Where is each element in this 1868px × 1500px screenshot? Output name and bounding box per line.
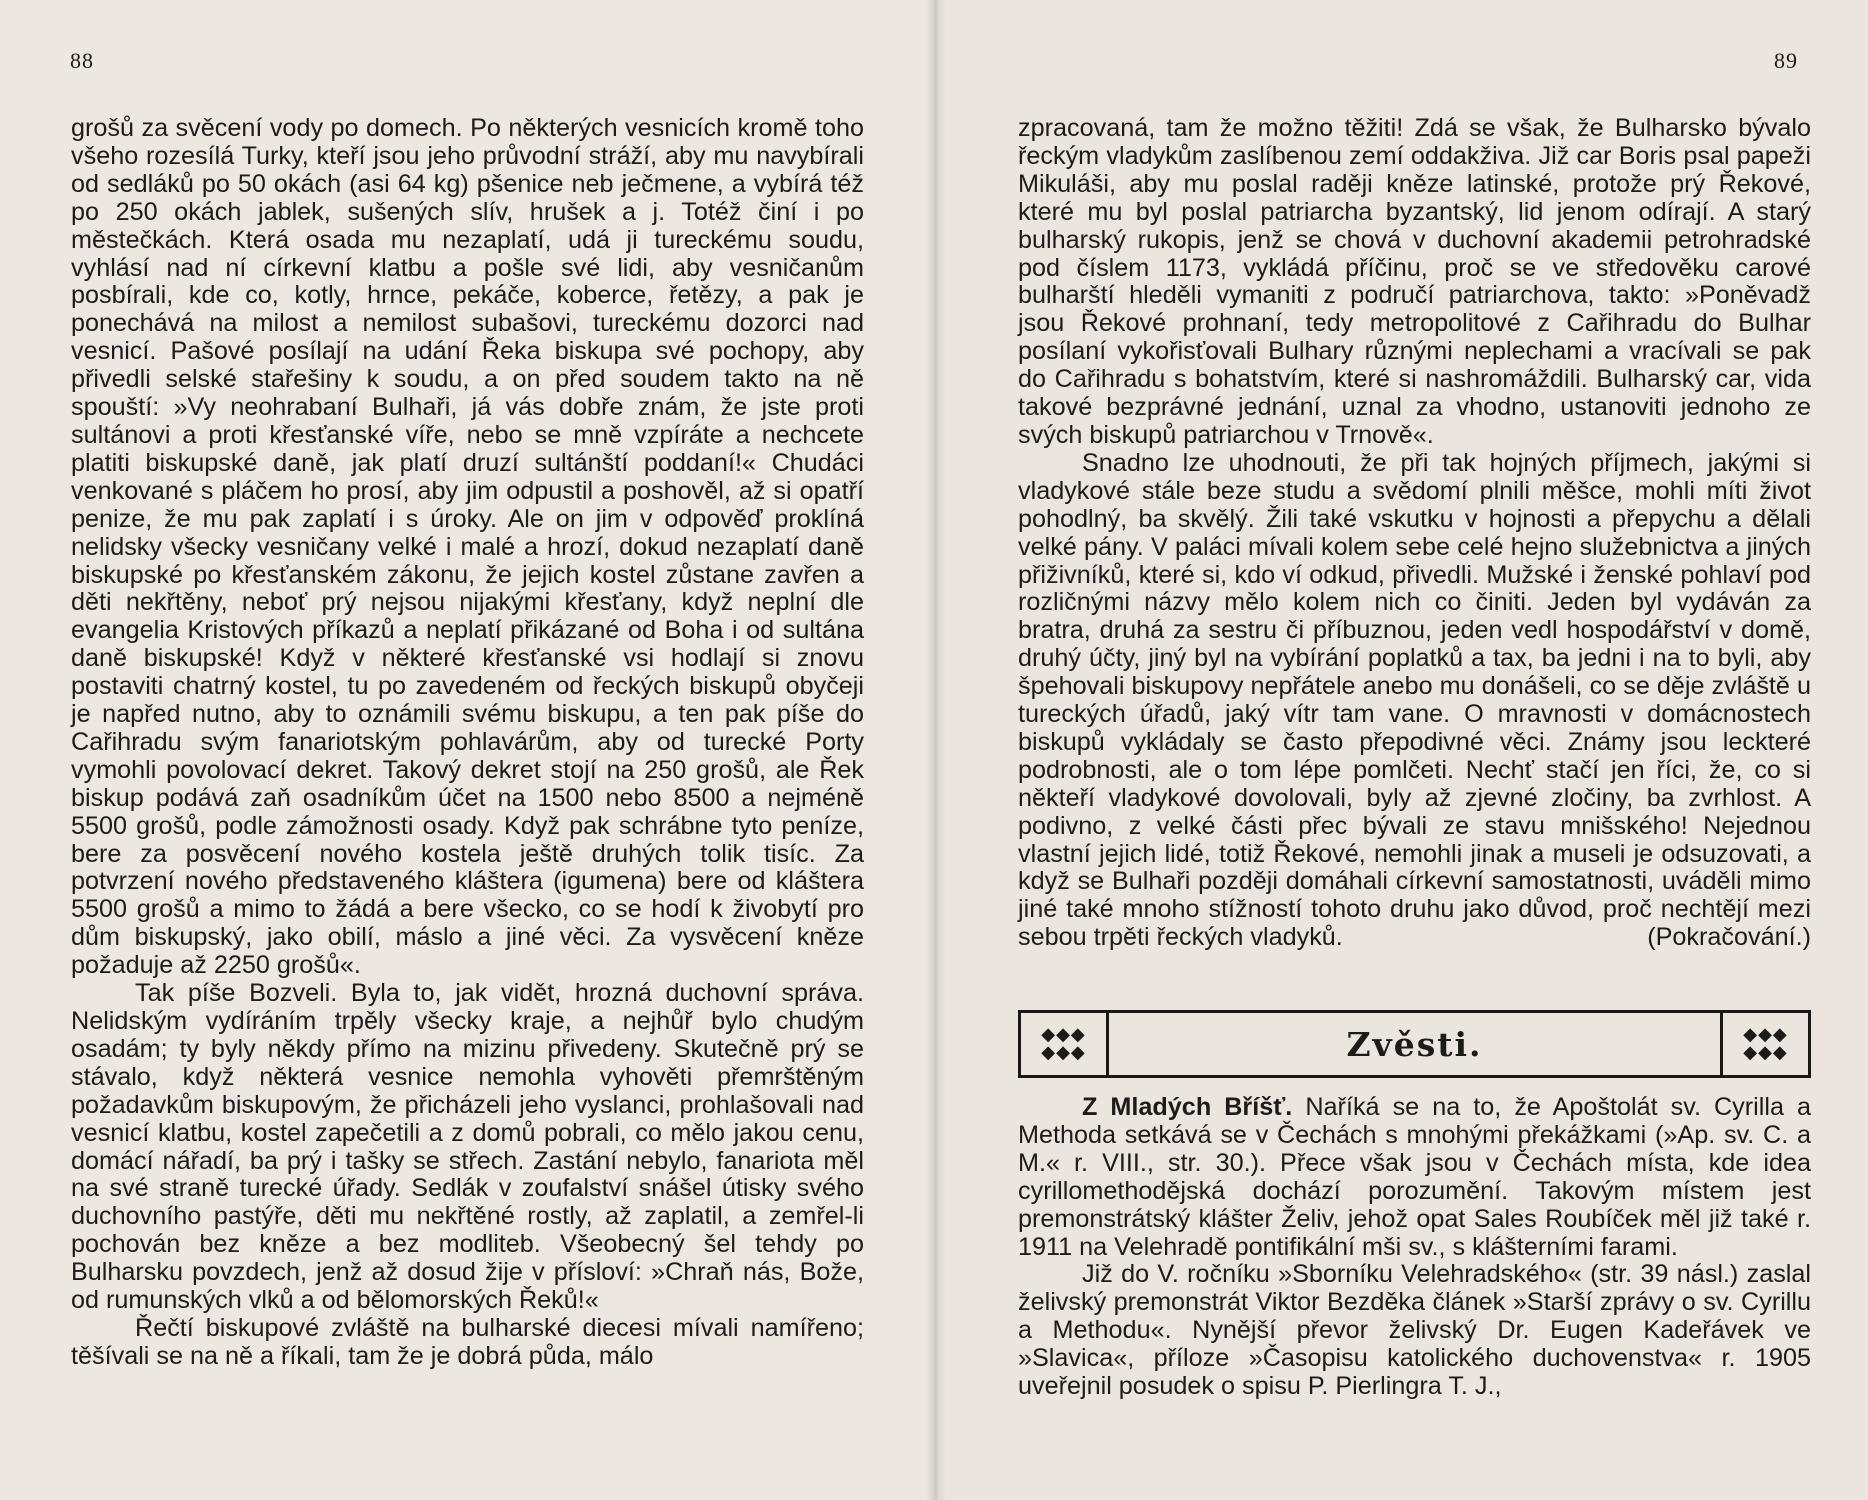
paragraph: Řečtí biskupové zvláště na bulharské diecesi mívali namířeno; těšívali se na ně a říkali, tam že je dobrá půda, málo [71, 1313, 864, 1370]
paragraph: Snadno lze uhodnouti, že při tak hojných příjmech, jakými si vladykové stále beze studu a svědomí plnili měšce, mohli míti život pohodlný, ba skvělý. Žili také vskutku v hojnosti a přepychu a dělali velké pány. V paláci mívali kolem sebe celé hejno služebnictva a jiných přiživníků, které si, kdo ví odkud, přivedli. Mužské i ženské pohlaví pod rozličnými názvy mělo kolem nich co činiti. Jeden byl vydáván za bratra, druhá za sestru či příbuznou, jeden vedl hospodářství v domě, druhý účty, jiný byl na vybírání poplatků a tax, ba jedni i na to byli, aby špehovali biskupovy nepřátele anebo mu donášeli, co se děje zvláště u tureckých úřadů, jaký vítr tam vane. O mravnosti v domácnostech biskupů vykládaly se často přepodivné věci. Známy jsou leckteré podrobnosti, ale o tom lépe pomlčeti. Nechť stačí jen říci, že, co si někteří vladykové dovolovali, byly až zjevné zločiny, ba zvrhlost. A podivno, z velké části přec bývali ze stavu mnišského! Nejednou vlastní jejich lidé, totiž Řekové, nemohli jinak a museli je odsuzovati, a když se Bulhaři později domáhali církevní samostatnosti, uváděli mimo jiné také mnoho stížností tohoto druhu jako důvod, proč nechtějí mezi sebou trpěti řeckých vladyků. [1018, 448, 1811, 952]
right-page [933, 0, 1868, 1500]
section-heading-box [1018, 1010, 1811, 1078]
ornament-row: ◆◆◆ [1041, 1042, 1086, 1063]
diamond-ornament-icon [1720, 1013, 1808, 1075]
right-page-text [1018, 115, 1811, 952]
ornament-row: ◆◆◆ [1743, 1042, 1788, 1063]
news-paragraph: Již do V. ročníku »Sborníku Velehradského« (str. 39 násl.) zaslal želivský premonstrát Viktor Bezděka článek »Starší zprávy o sv. Cyrillu a Methodu«. Nynější převor želivský Dr. Eugen Kadeřávek ve »Slavica«, příloze »Časopisu katolického duchovenstva« r. 1905 uveřejnil posudek o spisu P. Pierlingra T. J., [1018, 1260, 1811, 1401]
section-heading: Zvěsti. [1346, 1024, 1483, 1064]
news-paragraph [1018, 1094, 1811, 1261]
news-text [1018, 1094, 1811, 1401]
page-number-left: 88 [70, 48, 94, 73]
news-body: Naříká se na to, že Apoštolát sv. Cyrilla a Methoda setkává se v Čechách s mnohými překážkami (»Ap. sv. C. a M.« r. VIII., str. 30.). Přece však jsou v Čechách místa, kde idea cyrillomethodějská dochází porozumění. Takovým místem jest premonstrátský klášter Želiv, jehož opat Sales Roubíček měl již také r. 1911 na Velehradě pontifikální mši sv., s klášterními farami. [1018, 1093, 1812, 1261]
page-number-right: 89 [1774, 48, 1798, 73]
news-lead: Z Mladých Bříšť. [1082, 1093, 1293, 1121]
left-page-text [71, 115, 864, 1371]
paragraph: Tak píše Bozveli. Byla to, jak vidět, hrozná duchovní správa. Nelidským vydíráním trpěly všecky kraje, a nejhůř bylo chudým osadám; ty byly někdy přímo na mizinu přivedeny. Skutečně prý se stávalo, když některá vesnice nemohla vyhověti přemrštěným požadavkům biskupovým, že přicházeli jeho vyslanci, prohlašovali nad vesnicí klatbu, kostel zapečetili a z domů pobrali, co mělo jakou cenu, domácí nářadí, ba prý i tašky se střech. Zastání nebylo, fanariota měl na své straně turecké úřady. Sedlák v zoufalství snášel útisky svého duchovního pastýře, děti mu nekřtěné rostly, až zaplatil, a zemřel-li pochován bez kněze a bez modliteb. Všeobecný šel tehdy po Bulharsku povzdech, jenž až dosud žije v přísloví: »Chraň nás, Bože, od rumunských vlků a od bělomorských Řeků!« [71, 979, 864, 1315]
ornament-row: ◆◆◆ [1743, 1024, 1788, 1045]
diamond-ornament-icon [1021, 1013, 1109, 1075]
left-page [0, 0, 933, 1500]
continued-note: (Pokračování.) [1647, 923, 1811, 952]
ornament-row: ◆◆◆ [1041, 1024, 1086, 1045]
paragraph: grošů za svěcení vody po domech. Po některých vesnicích kromě toho všeho rozesílá Turky, kteří jsou jeho průvodní stráží, aby mu navybírali od sedláků po 50 okách (asi 64 kg) pšenice neb ječmene, a vybírá též po 250 okách jablek, sušených slív, hrušek a j. Totéž činí i po městečkách. Která osada mu nezaplatí, udá ji tureckému soudu, vyhlásí nad ní církevní klatbu a pošle své lidi, aby vesničanům posbírali, kde co, kotly, hrnce, pekáče, koberce, řetězy, a pak je ponechává na milost a nemilost subašovi, tureckému dozorci nad vesnicí. Pašové posílají na udání Řeka biskupa své pochopy, aby přivedli selské stařešiny k soudu, a on před soudem takto na ně spouští: »Vy neohrabaní Bulhaři, já vás dobře znám, že jste proti sultánovi a proti křesťanské víře, nebo se mně vzpíráte a nechcete platiti biskupské daně, jak platí druzí sultánští poddaní!« Chudáci venkované s pláčem ho prosí, aby jim odpustil a poshověl, až si opatří penize, že mu pak zaplatí i s úroky. Ale on jim v odpověď proklíná nelidsky všecky vesničany velké i malé a hrozí, dokud nezaplatí daně biskupské po křesťanském zákonu, že jejich kostel zůstane zavřen a děti nekřtěny, neboť prý nejsou nijakými křesťany, když neplní dle evangelia Kristových příkazů a neplatí přikázané od Boha i od sultána daně biskupské! Když v některé křesťanské vsi hodlají si znovu postaviti chatrný kostel, tu po zavedeném od řeckých biskupů obyčeji je napřed nutno, aby to oznámili svému biskupu, a ten pak píše do Cařihradu svým fanariotským pohlavárům, aby od turecké Porty vymohli povolovací dekret. Takový dekret stojí na 250 grošů, ale Řek biskup podává zaň osadníkům účet na 1500 nebo 8500 a nejméně 5500 grošů, podle zámožnosti osady. Když pak schrábne tyto peníze, bere za posvěcení nového kostela ještě druhých tolik tisíc. Za potvrzení nového představeného kláštera (igumena) bere od kláštera 5500 grošů a mimo to žádá a bere všecko, co se hodí k živobytí pro dům biskupský, jako obilí, máslo a jiné věci. Za vysvěcení kněze požaduje až 2250 grošů«. [71, 114, 864, 980]
paragraph: zpracovaná, tam že možno těžiti! Zdá se však, že Bulharsko bývalo řeckým vladykům zaslíbenou zemí oddakživa. Již car Boris psal papeži Mikuláši, aby mu poslal raději kněze latinské, protože prý Řekové, které mu byl poslal patriarcha byzantský, lid jenom odírají. A starý bulharský rukopis, jenž se chová v duchovní akademii petrohradské pod číslem 1173, vykládá příčinu, proč se ve středověku carové bulharští hleděli vymaniti z područí patriarchova, takto: »Poněvadž jsou Řekové prohnaní, tedy metropolitové z Cařihradu do Bulhar posílaní vykořisťovali Bulhary různými neplechami a vracívali se pak do Cařihradu s bohatstvím, které si nashromáždili. Bulharský car, vida takové bezprávné jednání, uznal za vhodno, ustanoviti jednoho ze svých biskupů patriarchou v Trnově«. [1018, 114, 1811, 449]
